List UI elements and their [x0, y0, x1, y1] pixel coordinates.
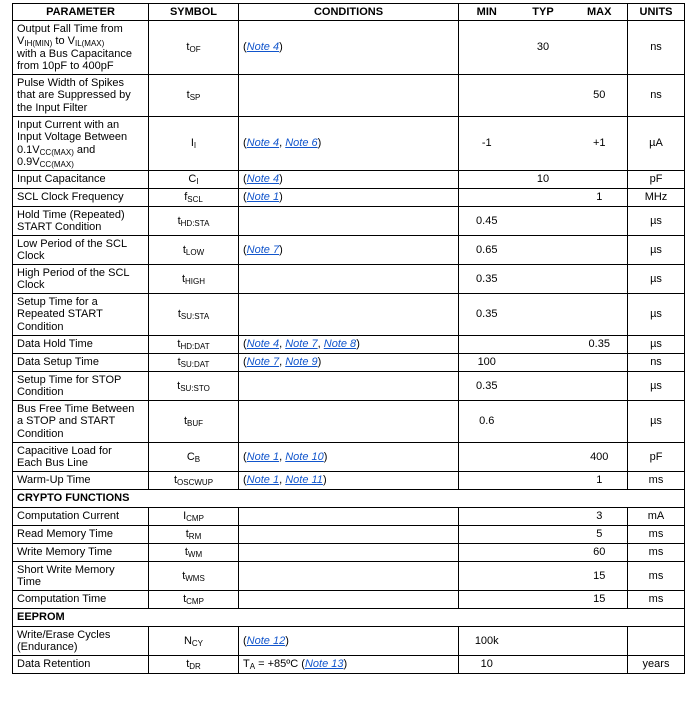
min-cell	[459, 443, 515, 472]
max-cell: +1	[572, 117, 628, 171]
electrical-characteristics-table	[12, 3, 685, 674]
parameter-cell: Data Hold Time	[13, 336, 149, 354]
symbol-cell: $t_{HD:DAT}$	[149, 336, 239, 354]
max-cell	[572, 627, 628, 656]
max-cell	[572, 656, 628, 674]
symbol-cell: $t_{WMS}$	[149, 562, 239, 591]
table-body	[13, 21, 685, 674]
parameter-cell: Computation Time	[13, 591, 149, 609]
table-row	[13, 207, 685, 236]
typ-cell	[515, 372, 572, 401]
typ-cell: 30	[515, 21, 572, 75]
typ-cell	[515, 656, 572, 674]
units-cell: µs	[628, 294, 685, 336]
symbol-cell: $C_I$	[149, 171, 239, 189]
header-max: MAX	[572, 4, 628, 21]
parameter-cell: Hold Time (Repeated) START Condition	[13, 207, 149, 236]
conditions-cell: (Note 4, Note 7, Note 8)	[239, 336, 459, 354]
table-row	[13, 508, 685, 526]
symbol-cell: $t_{CMP}$	[149, 591, 239, 609]
parameter-cell: Low Period of the SCL Clock	[13, 236, 149, 265]
parameter-cell: Short Write Memory Time	[13, 562, 149, 591]
typ-cell	[515, 544, 572, 562]
section-heading: CRYPTO FUNCTIONS	[13, 490, 685, 508]
section-heading: EEPROM	[13, 609, 685, 627]
units-cell: pF	[628, 171, 685, 189]
parameter-cell: Write Memory Time	[13, 544, 149, 562]
note-link[interactable]: Note 7	[246, 243, 280, 256]
max-cell	[572, 207, 628, 236]
typ-cell	[515, 526, 572, 544]
header-symbol: SYMBOL	[149, 4, 239, 21]
min-cell	[459, 472, 515, 490]
max-cell: 3	[572, 508, 628, 526]
units-cell: µs	[628, 207, 685, 236]
table-row	[13, 472, 685, 490]
conditions-cell	[239, 207, 459, 236]
units-cell: pF	[628, 443, 685, 472]
parameter-cell: Capacitive Load for Each Bus Line	[13, 443, 149, 472]
typ-cell	[515, 75, 572, 117]
max-cell	[572, 372, 628, 401]
note-link[interactable]: Note 4	[246, 173, 280, 186]
parameter-cell: Setup Time for STOP Condition	[13, 372, 149, 401]
min-cell	[459, 526, 515, 544]
conditions-cell	[239, 544, 459, 562]
units-cell: µs	[628, 372, 685, 401]
table-row	[13, 294, 685, 336]
units-cell: ms	[628, 544, 685, 562]
table-row	[13, 21, 685, 75]
conditions-cell	[239, 265, 459, 294]
conditions-cell	[239, 562, 459, 591]
min-cell	[459, 336, 515, 354]
header-row	[13, 4, 685, 21]
header-units: UNITS	[628, 4, 685, 21]
parameter-cell: Input Capacitance	[13, 171, 149, 189]
conditions-cell	[239, 508, 459, 526]
symbol-cell: $t_{HD:STA}$	[149, 207, 239, 236]
symbol-cell: $t_{HIGH}$	[149, 265, 239, 294]
min-cell	[459, 75, 515, 117]
typ-cell	[515, 207, 572, 236]
header-typ: TYP	[515, 4, 572, 21]
parameter-cell: Bus Free Time Between a STOP and START Condition	[13, 401, 149, 443]
table-row	[13, 443, 685, 472]
max-cell: 60	[572, 544, 628, 562]
units-cell: µs	[628, 265, 685, 294]
units-cell: µA	[628, 117, 685, 171]
table-row	[13, 117, 685, 171]
typ-cell	[515, 336, 572, 354]
section-row	[13, 490, 685, 508]
conditions-cell: (Note 4)	[239, 171, 459, 189]
min-cell: 100k	[459, 627, 515, 656]
parameter-cell: Data Retention	[13, 656, 149, 674]
conditions-cell: (Note 4, Note 6)	[239, 117, 459, 171]
min-cell: 0.6	[459, 401, 515, 443]
max-cell: 15	[572, 591, 628, 609]
note-link[interactable]: Note 12	[246, 634, 286, 647]
min-cell: 0.45	[459, 207, 515, 236]
conditions-cell: (Note 12)	[239, 627, 459, 656]
parameter-cell: Setup Time for a Repeated START Condition	[13, 294, 149, 336]
max-cell	[572, 354, 628, 372]
note-link[interactable]: Note 4	[246, 338, 280, 351]
parameter-cell: Read Memory Time	[13, 526, 149, 544]
typ-cell	[515, 508, 572, 526]
note-link[interactable]: Note 6	[285, 137, 318, 150]
parameter-cell: Write/Erase Cycles (Endurance)	[13, 627, 149, 656]
units-cell: ns	[628, 354, 685, 372]
typ-cell	[515, 354, 572, 372]
typ-cell	[515, 591, 572, 609]
symbol-cell: $t_{SU:DAT}$	[149, 354, 239, 372]
conditions-cell	[239, 401, 459, 443]
symbol-cell: $t_{SP}$	[149, 75, 239, 117]
symbol-cell: $t_{SU:STA}$	[149, 294, 239, 336]
conditions-cell	[239, 75, 459, 117]
typ-cell	[515, 627, 572, 656]
table-row	[13, 189, 685, 207]
units-cell: ms	[628, 472, 685, 490]
table-row	[13, 627, 685, 656]
table-row	[13, 236, 685, 265]
symbol-cell: $t_{WM}$	[149, 544, 239, 562]
header-conditions: CONDITIONS	[239, 4, 459, 21]
min-cell: 0.65	[459, 236, 515, 265]
min-cell: 100	[459, 354, 515, 372]
units-cell: mA	[628, 508, 685, 526]
max-cell	[572, 236, 628, 265]
typ-cell	[515, 117, 572, 171]
parameter-cell: Computation Current	[13, 508, 149, 526]
symbol-cell: $t_{OF}$	[149, 21, 239, 75]
max-cell	[572, 21, 628, 75]
max-cell	[572, 294, 628, 336]
table-row	[13, 354, 685, 372]
max-cell: 15	[572, 562, 628, 591]
note-link[interactable]: Note 4	[246, 137, 280, 150]
symbol-cell: $t_{SU:STO}$	[149, 372, 239, 401]
note-link[interactable]: Note 10	[285, 450, 324, 463]
max-cell: 400	[572, 443, 628, 472]
header-min: MIN	[459, 4, 515, 21]
note-link[interactable]: Note 11	[285, 474, 323, 487]
table-row	[13, 591, 685, 609]
symbol-cell: $t_{OSCWUP}$	[149, 472, 239, 490]
min-cell	[459, 544, 515, 562]
conditions-cell: (Note 1, Note 10)	[239, 443, 459, 472]
typ-cell	[515, 401, 572, 443]
typ-cell	[515, 443, 572, 472]
typ-cell	[515, 294, 572, 336]
min-cell	[459, 591, 515, 609]
table-row	[13, 171, 685, 189]
symbol-cell: $C_B$	[149, 443, 239, 472]
note-link[interactable]: Note 7	[285, 338, 318, 351]
conditions-cell: (Note 1, Note 11)	[239, 472, 459, 490]
min-cell	[459, 21, 515, 75]
symbol-cell: $I_{CMP}$	[149, 508, 239, 526]
parameter-cell: Pulse Width of Spikes that are Suppressed by the Input Filter	[13, 75, 149, 117]
note-link[interactable]: Note 9	[285, 356, 318, 369]
table-row	[13, 526, 685, 544]
parameter-cell: Warm-Up Time	[13, 472, 149, 490]
max-cell	[572, 401, 628, 443]
typ-cell	[515, 236, 572, 265]
note-link[interactable]: Note 8	[323, 338, 357, 351]
units-cell: µs	[628, 236, 685, 265]
table-row	[13, 544, 685, 562]
units-cell: ms	[628, 591, 685, 609]
conditions-cell	[239, 372, 459, 401]
min-cell: 10	[459, 656, 515, 674]
conditions-cell: $T_A$ = +85ºC (Note 13)	[239, 656, 459, 674]
typ-cell: 10	[515, 171, 572, 189]
parameter-cell: High Period of the SCL Clock	[13, 265, 149, 294]
typ-cell	[515, 562, 572, 591]
max-cell: 1	[572, 472, 628, 490]
max-cell: 50	[572, 75, 628, 117]
max-cell	[572, 171, 628, 189]
note-link[interactable]: Note 1	[246, 474, 280, 487]
section-row	[13, 609, 685, 627]
min-cell	[459, 508, 515, 526]
table-row	[13, 265, 685, 294]
units-cell: ms	[628, 562, 685, 591]
symbol-cell: $N_{CY}$	[149, 627, 239, 656]
units-cell: MHz	[628, 189, 685, 207]
units-cell: µs	[628, 401, 685, 443]
header-parameter: PARAMETER	[13, 4, 149, 21]
units-cell: ns	[628, 75, 685, 117]
table-row	[13, 372, 685, 401]
min-cell	[459, 189, 515, 207]
table-row	[13, 562, 685, 591]
symbol-cell: $I_I$	[149, 117, 239, 171]
typ-cell	[515, 265, 572, 294]
conditions-cell	[239, 294, 459, 336]
note-link[interactable]: Note 13	[304, 658, 344, 671]
max-cell	[572, 265, 628, 294]
conditions-cell: (Note 7, Note 9)	[239, 354, 459, 372]
parameter-cell: Data Setup Time	[13, 354, 149, 372]
max-cell: 0.35	[572, 336, 628, 354]
table-row	[13, 656, 685, 674]
typ-cell	[515, 189, 572, 207]
table-row	[13, 75, 685, 117]
min-cell: 0.35	[459, 265, 515, 294]
min-cell	[459, 171, 515, 189]
symbol-cell: $t_{RM}$	[149, 526, 239, 544]
min-cell	[459, 562, 515, 591]
symbol-cell: $t_{DR}$	[149, 656, 239, 674]
table-row	[13, 401, 685, 443]
symbol-cell: $t_{BUF}$	[149, 401, 239, 443]
typ-cell	[515, 472, 572, 490]
parameter-cell: Output Fall Time from $V_{IH(MIN)}$ to $V_{IL(MAX)}$ with a Bus Capacitance from 10pF to 400pF	[13, 21, 149, 75]
conditions-cell: (Note 4)	[239, 21, 459, 75]
min-cell: 0.35	[459, 294, 515, 336]
max-cell: 5	[572, 526, 628, 544]
parameter-cell: Input Current with an Input Voltage Between $0.1V_{CC(MAX)}$ and $0.9V_{CC(MAX)}$	[13, 117, 149, 171]
conditions-cell	[239, 526, 459, 544]
conditions-cell	[239, 591, 459, 609]
conditions-cell: (Note 1)	[239, 189, 459, 207]
max-cell: 1	[572, 189, 628, 207]
units-cell: years	[628, 656, 685, 674]
min-cell: -1	[459, 117, 515, 171]
units-cell: ms	[628, 526, 685, 544]
min-cell: 0.35	[459, 372, 515, 401]
table-row	[13, 336, 685, 354]
conditions-cell: (Note 7)	[239, 236, 459, 265]
units-cell: ns	[628, 21, 685, 75]
units-cell: µs	[628, 336, 685, 354]
note-link[interactable]: Note 7	[246, 356, 280, 369]
note-link[interactable]: Note 1	[246, 191, 280, 204]
note-link[interactable]: Note 1	[246, 450, 280, 463]
symbol-cell: $t_{LOW}$	[149, 236, 239, 265]
parameter-cell: SCL Clock Frequency	[13, 189, 149, 207]
symbol-cell: $f_{SCL}$	[149, 189, 239, 207]
note-link[interactable]: Note 4	[246, 41, 280, 54]
units-cell	[628, 627, 685, 656]
